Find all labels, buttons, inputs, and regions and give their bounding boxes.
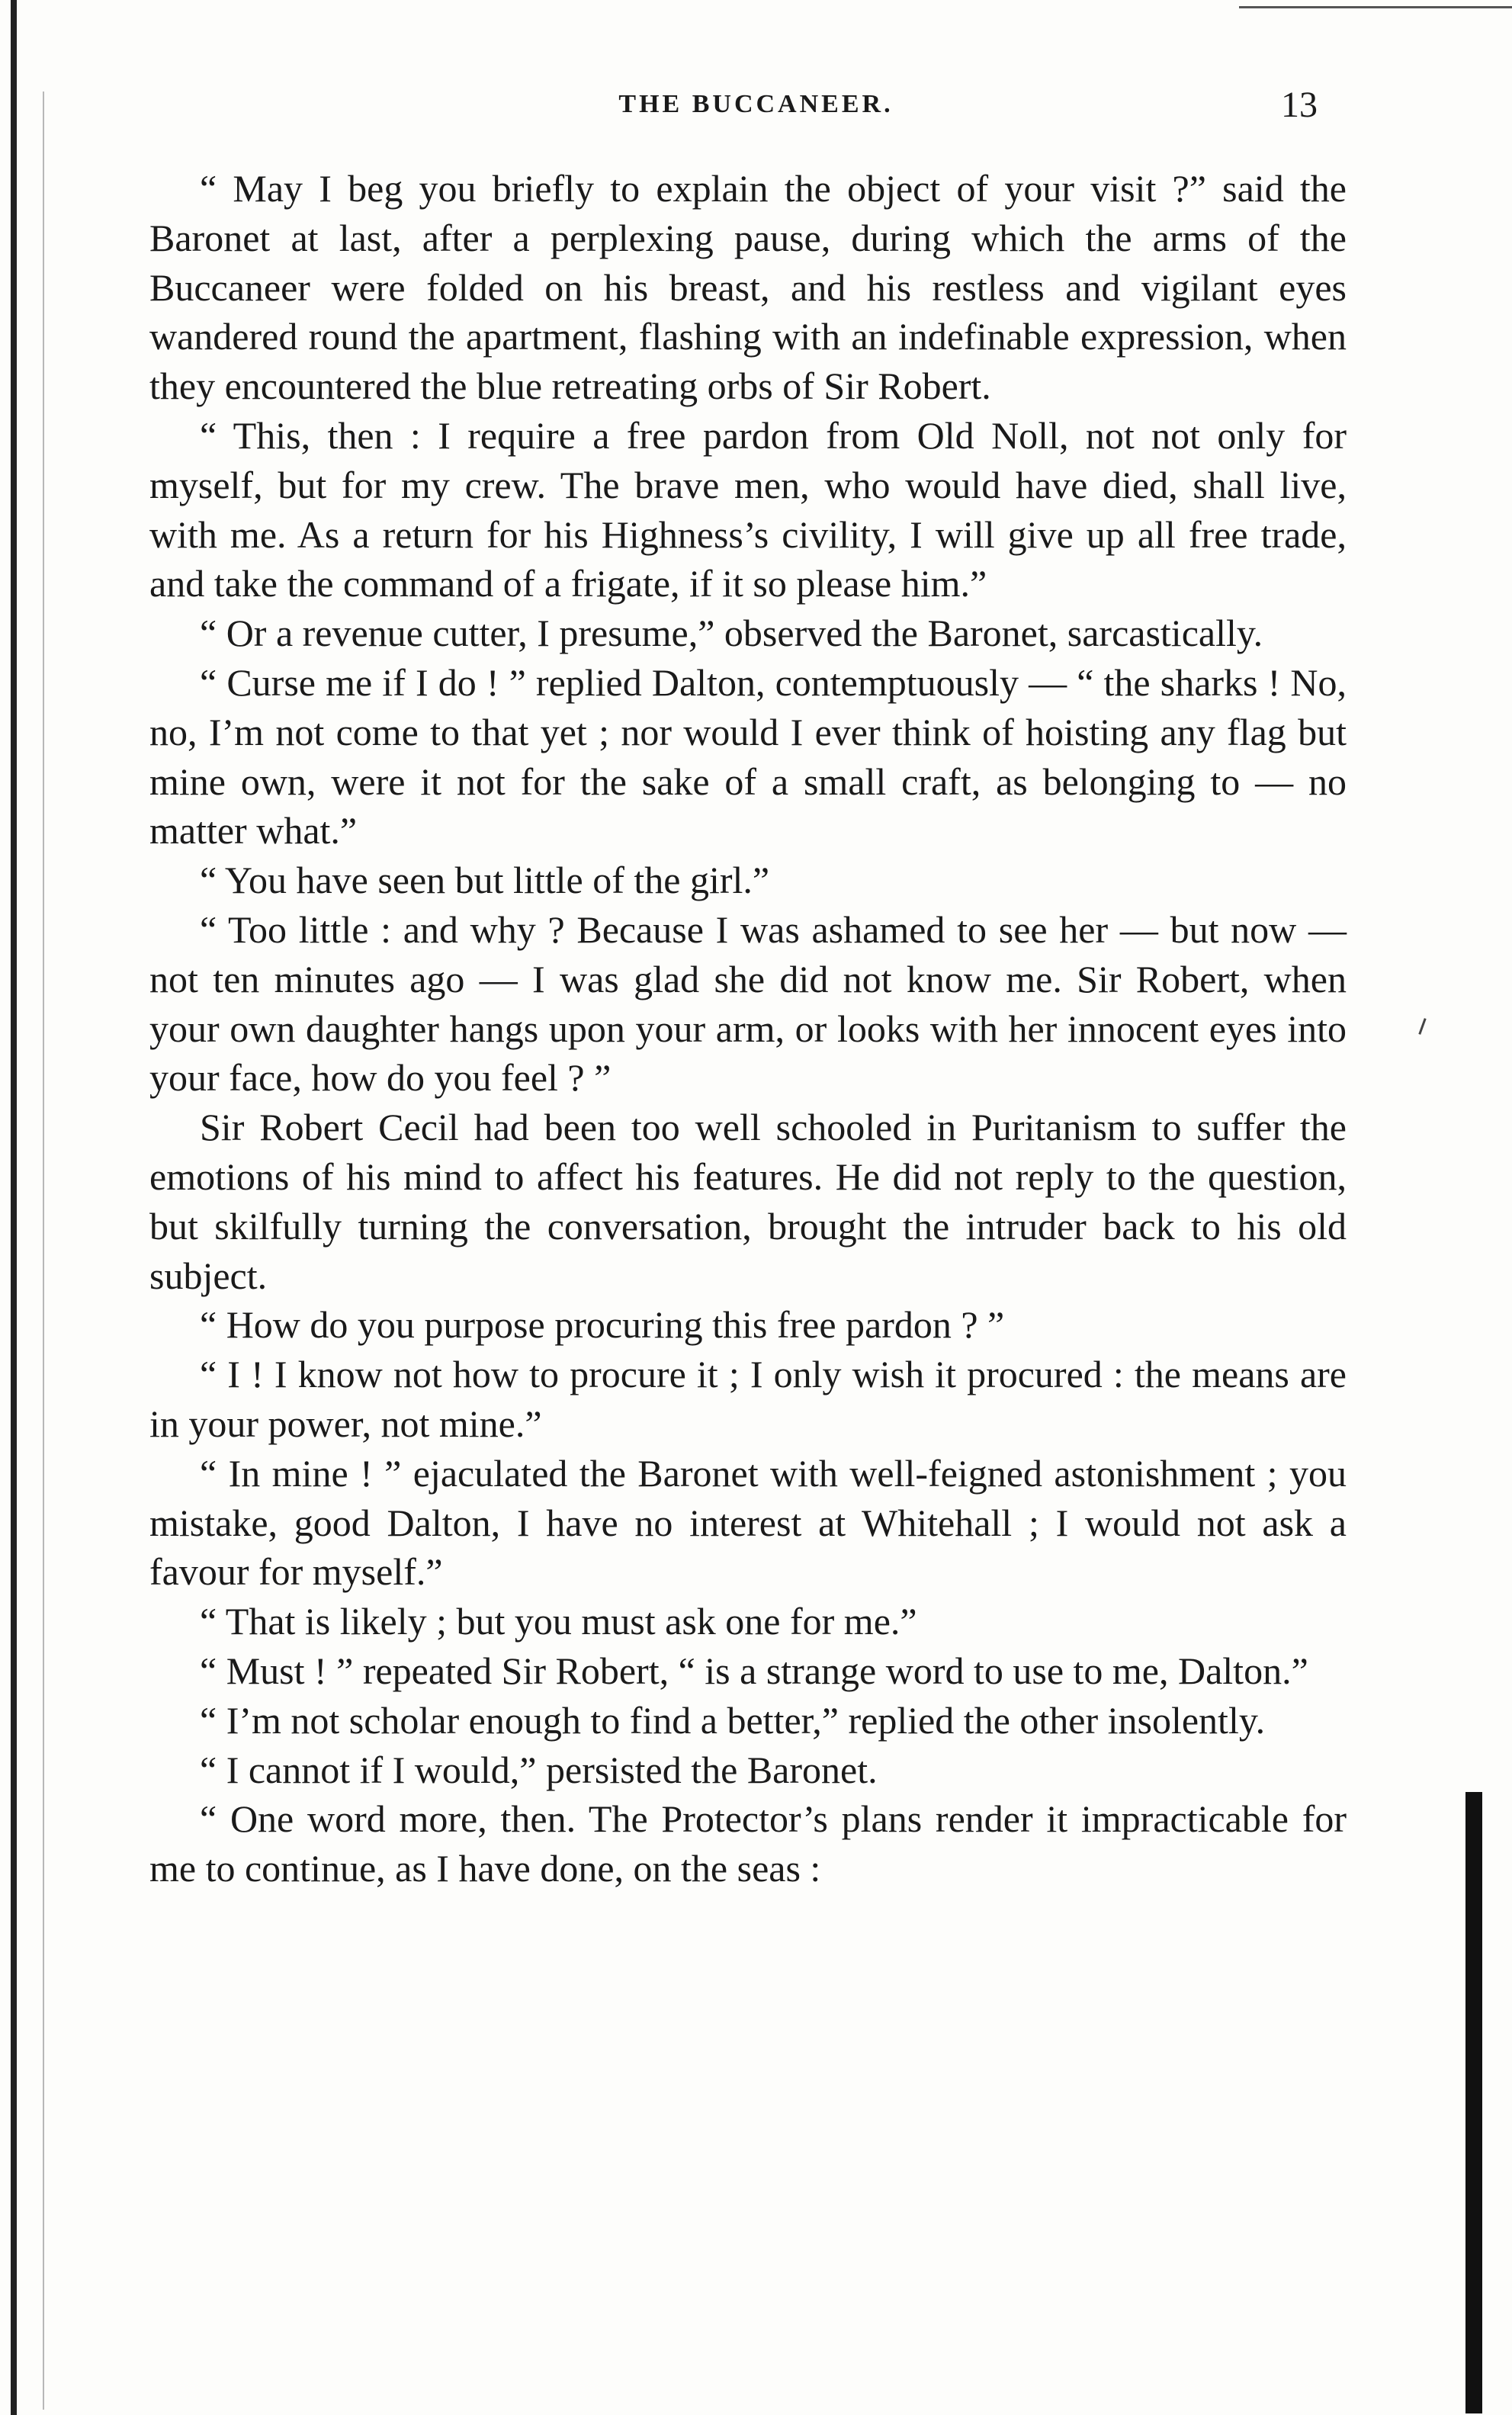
body-text [149, 164, 1347, 1893]
stray-mark [1418, 1018, 1426, 1035]
page-edge-shadow [11, 0, 17, 2415]
paragraph: “ In mine ! ” ejaculated the Baronet with well-feigned astonishment ; you mistake, good Dalton, I have no interest at Whitehall ; I would not ask a favour for myself.” [149, 1451, 1347, 1594]
paragraph: “ Or a revenue cutter, I presume,” observed the Baronet, sarcastically. [200, 612, 1263, 655]
paragraph: “ I ! I know not how to procure it ; I only wish it procured : the means are in your power, not mine.” [149, 1353, 1347, 1445]
paragraph: “ That is likely ; but you must ask one for me.” [200, 1600, 917, 1643]
paragraph: “ I’m not scholar enough to find a better,” replied the other insolently. [200, 1698, 1266, 1742]
binding-line [43, 92, 44, 2410]
paragraph: “ I cannot if I would,” persisted the Baronet. [200, 1748, 878, 1791]
paragraph: “ Must ! ” repeated Sir Robert, “ is a strange word to use to me, Dalton.” [200, 1649, 1308, 1692]
paragraph: “ May I beg you briefly to explain the object of your visit ?” said the Baronet at last, after a perplexing pause, during which the arms of the Buccaneer were folded on his breast, and his restless and vigilant eyes wandered round the apartment, flashing with an indefinable expression, when they encountered the blue retreating orbs of Sir Robert. [149, 167, 1347, 408]
paragraph: Sir Robert Cecil had been too well schooled in Puritanism to suffer the emotions of his mind to affect his features. He did not reply to the question, but skilfully turning the conversation, brought the intruder back to his old subject. [149, 1106, 1347, 1297]
page-number: 13 [1281, 85, 1318, 125]
paragraph: “ This, then : I require a free pardon from Old Noll, not not only for myself, but for my crew. The brave men, who would have died, shall live, with me. As a return for his Highness’s civility, I will give up all free trade, and take the command of a frigate, if it so please him.” [149, 413, 1347, 605]
right-edge-scan-bar [1465, 1792, 1482, 2413]
page-header [0, 85, 1512, 136]
top-edge-rule [1239, 6, 1512, 8]
running-head: THE BUCCANEER. [618, 90, 894, 118]
paragraph: “ One word more, then. The Protector’s plans render it impracticable for me to continue, as I have done, on the seas : [149, 1797, 1347, 1890]
paragraph: “ Too little : and why ? Because I was ashamed to see her — but now — not ten minutes ago — I was glad she did not know me. Sir Robert, when your own daughter hangs upon your arm, or looks with her innocent eyes into your face, how do you feel ? ” [149, 907, 1347, 1100]
paragraph: “ Curse me if I do ! ” replied Dalton, contemptuously — “ the sharks ! No, no, I’m not come to that yet ; nor would I ever think of hoisting any flag but mine own, were it not for the sake of a small craft, as belonging to — no matter what.” [149, 660, 1347, 853]
paragraph: “ How do you purpose procuring this free pardon ? ” [200, 1303, 1005, 1347]
paragraph: “ You have seen but little of the girl.” [200, 859, 770, 902]
